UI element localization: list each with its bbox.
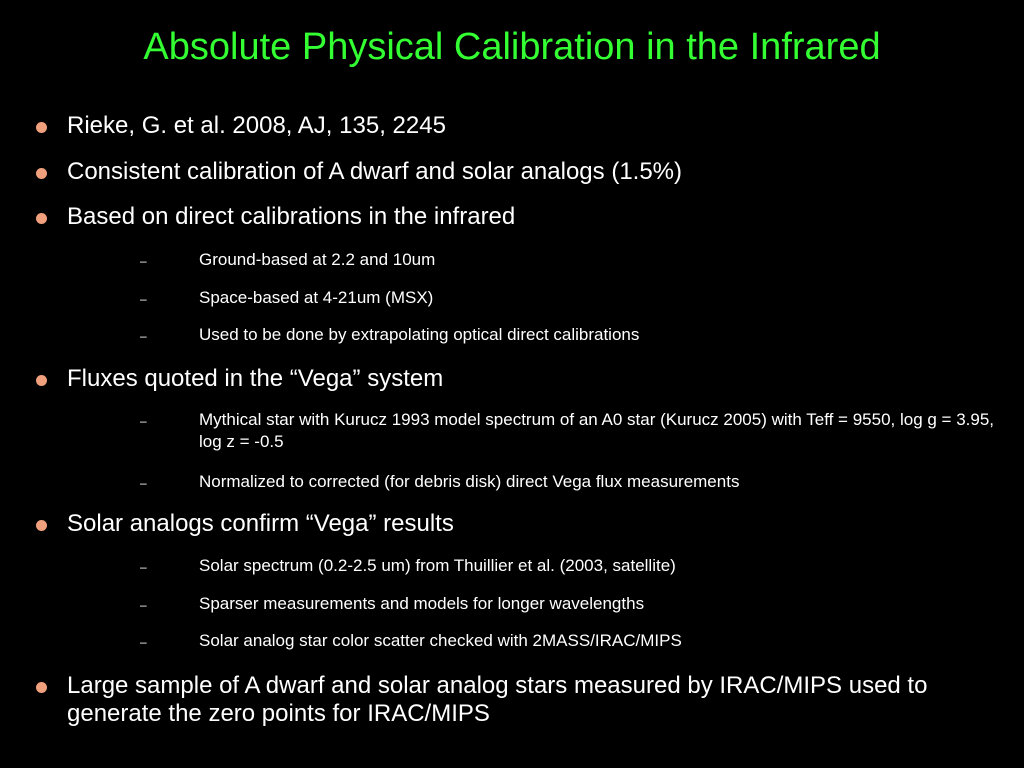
bullet-dot-icon bbox=[36, 520, 47, 531]
bullet-dot-icon bbox=[36, 682, 47, 693]
sub-bullet-text: Space-based at 4-21um (MSX) bbox=[199, 288, 434, 307]
dash-icon: – bbox=[140, 635, 147, 649]
bullet-text: Consistent calibration of A dwarf and solar analogs (1.5%) bbox=[67, 158, 683, 185]
bullet-dot-icon bbox=[36, 168, 47, 179]
sub-bullet-text: Used to be done by extrapolating optical direct calibrations bbox=[199, 325, 640, 344]
sub-bullet-text: Normalized to corrected (for debris disk) direct Vega flux measurements bbox=[199, 472, 740, 491]
bullet-text: Rieke, G. et al. 2008, AJ, 135, 2245 bbox=[67, 112, 446, 139]
bullet-dot-icon bbox=[36, 375, 47, 386]
bullet-text: Fluxes quoted in the “Vega” system bbox=[67, 365, 444, 392]
dash-icon: – bbox=[140, 598, 147, 612]
dash-icon: – bbox=[140, 414, 147, 428]
sub-bullet-text: Solar spectrum (0.2-2.5 um) from Thuillier et al. (2003, satellite) bbox=[199, 556, 676, 575]
dash-icon: – bbox=[140, 292, 147, 306]
dash-icon: – bbox=[140, 329, 147, 343]
dash-icon: – bbox=[140, 254, 147, 268]
dash-icon: – bbox=[140, 560, 147, 574]
bullet-text: Solar analogs confirm “Vega” results bbox=[67, 510, 454, 537]
slide-title: Absolute Physical Calibration in the Infrared bbox=[143, 26, 881, 68]
sub-bullet-text: Mythical star with Kurucz 1993 model spectrum of an A0 star (Kurucz 2005) with Teff = 9550, log g = 3.95, log z = -0.5 bbox=[199, 410, 995, 451]
sub-bullet-text: Ground-based at 2.2 and 10um bbox=[199, 250, 436, 269]
bullet-text: Large sample of A dwarf and solar analog stars measured by IRAC/MIPS used to generate the zero points for IRAC/MIPS bbox=[67, 672, 928, 727]
bullet-dot-icon bbox=[36, 213, 47, 224]
bullet-dot-icon bbox=[36, 122, 47, 133]
sub-bullet-text: Sparser measurements and models for longer wavelengths bbox=[199, 594, 645, 613]
dash-icon: – bbox=[140, 476, 147, 490]
sub-bullet-text: Solar analog star color scatter checked with 2MASS/IRAC/MIPS bbox=[199, 631, 682, 650]
bullet-text: Based on direct calibrations in the infrared bbox=[67, 203, 516, 230]
